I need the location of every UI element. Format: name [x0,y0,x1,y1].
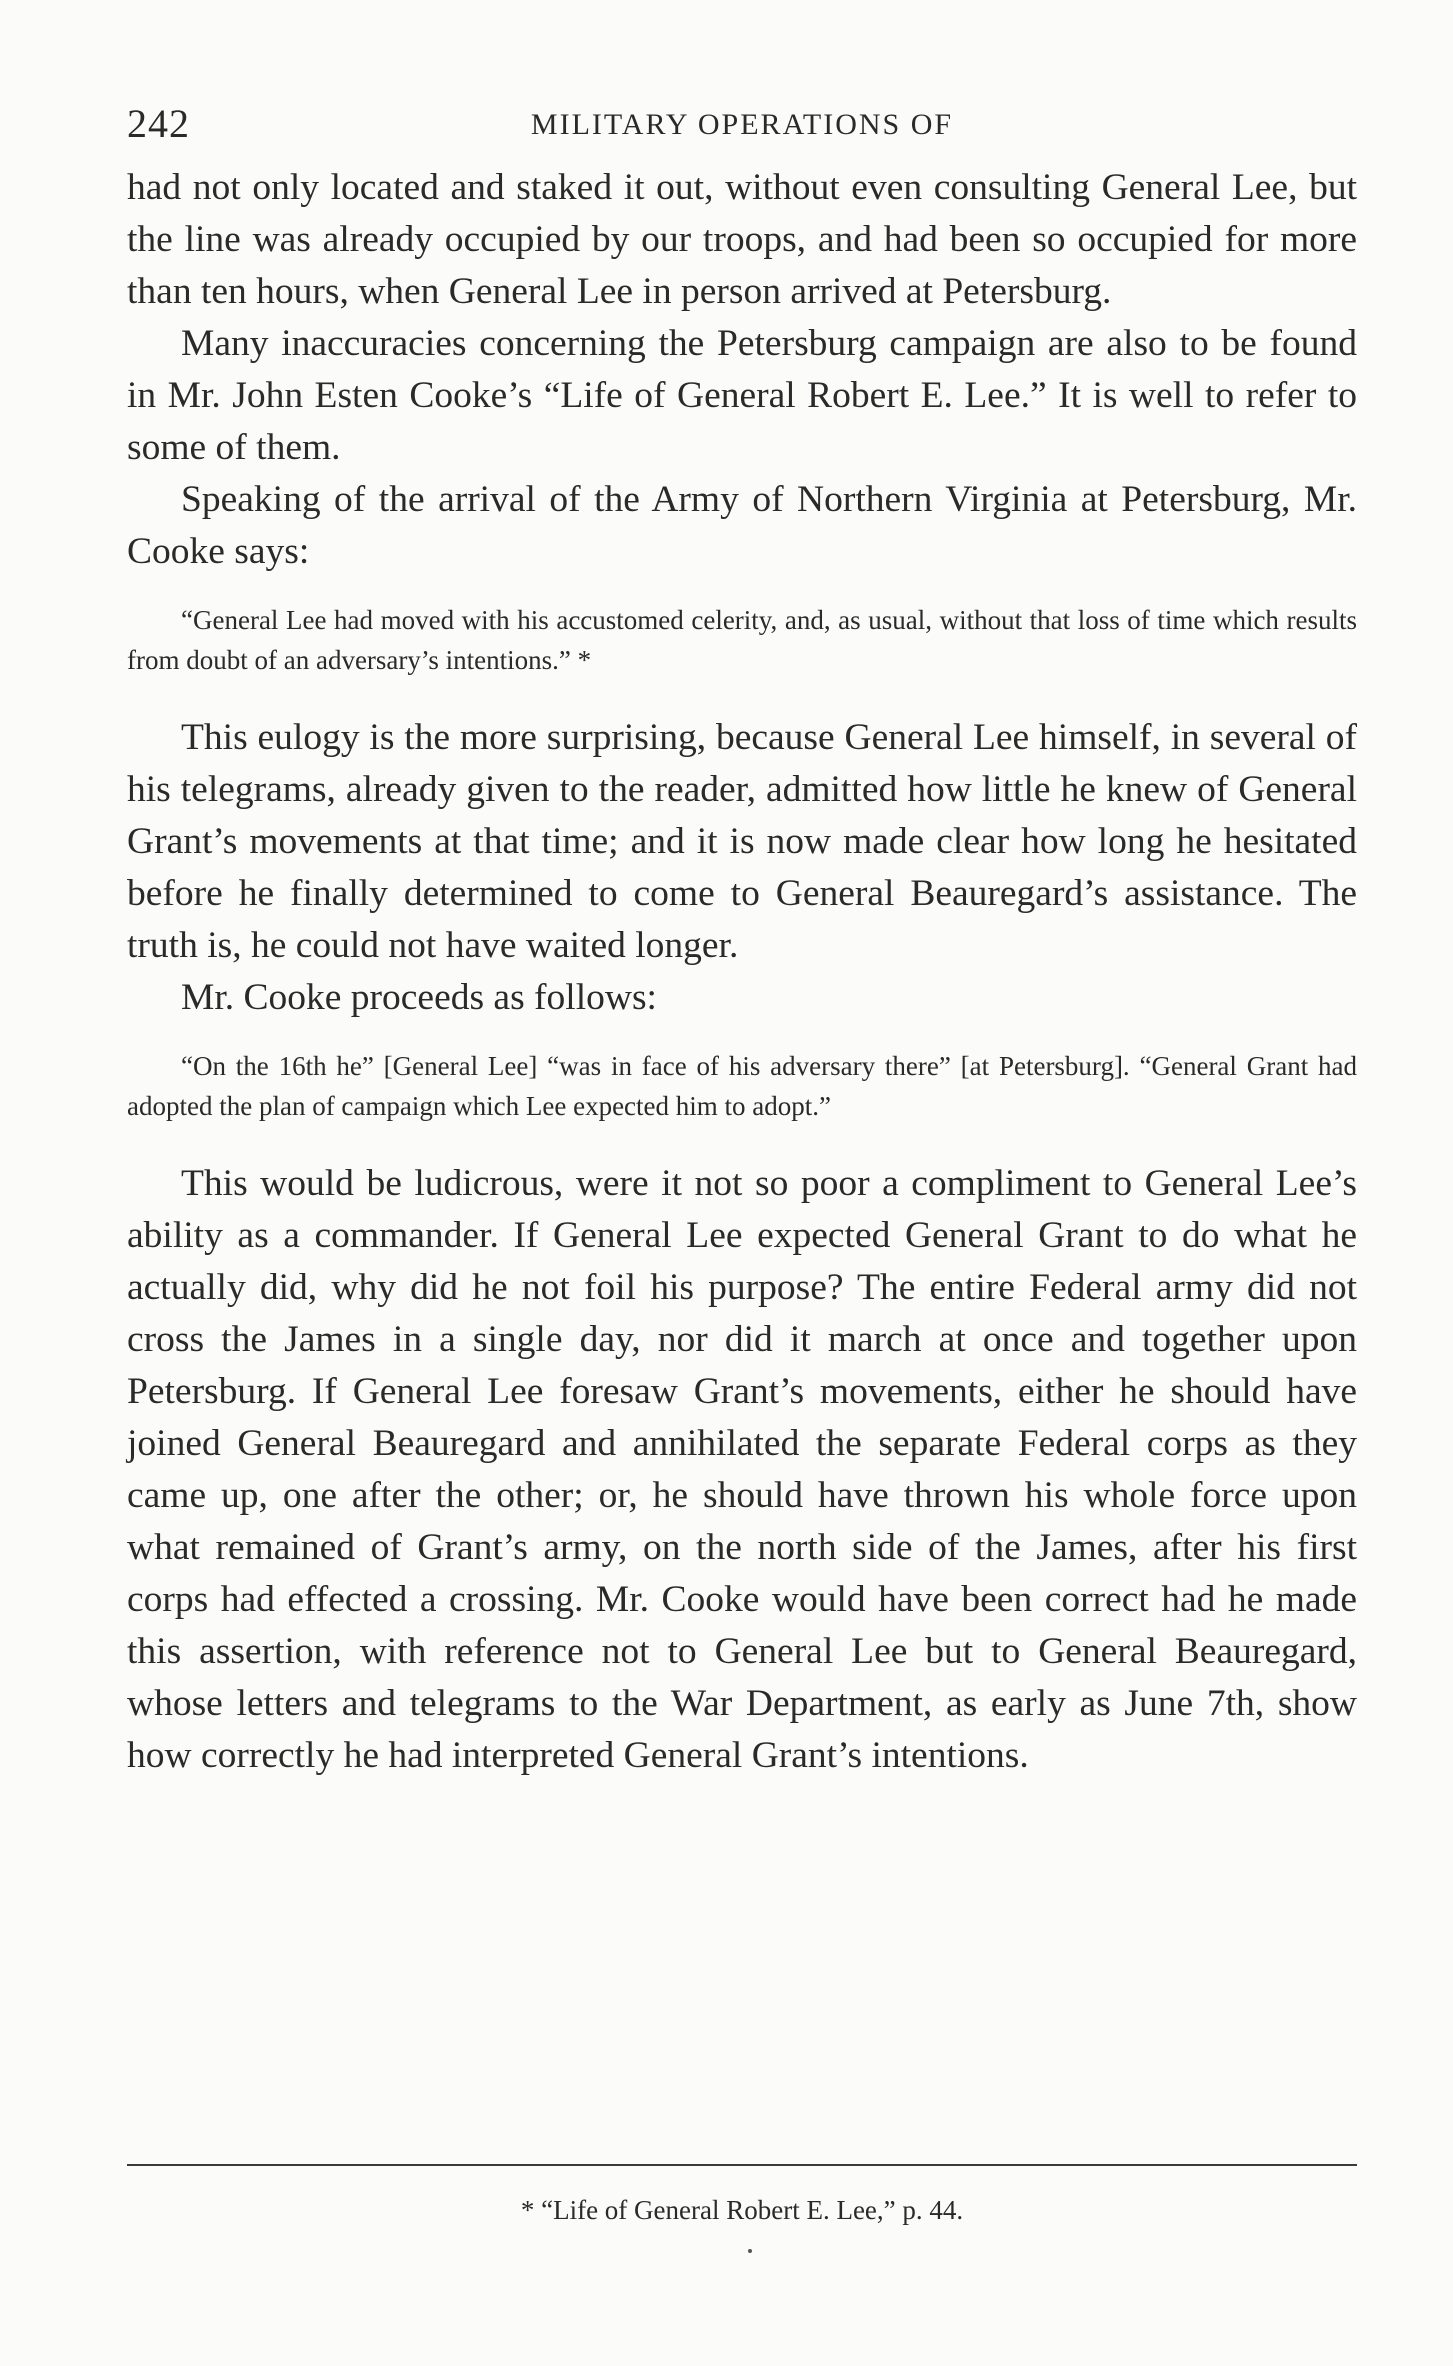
footnote: * “Life of General Robert E. Lee,” p. 44. [520,2195,964,2225]
block-quote-celerity: “General Lee had moved with his accustomed celerity, and, as usual, without that loss of time which results from doubt of an adversary’s intentions.” * [127,605,1357,675]
body-text [127,162,1357,1782]
block-quote-16th: “On the 16th he” [General Lee] “was in face of his adversary there” [at Petersburg]. “General Grant had adopted the plan of campaign which Lee expected him to adopt.” [127,1051,1357,1121]
paragraph-continuation: had not only located and staked it out, without even consulting General Lee, but the line was already occupied by our troops, and had been so occupied for more than ten hours, when General Lee in person arrived at Petersburg. [127,167,1357,312]
page-number: 242 [127,101,190,146]
paragraph-speaking-of-arrival: Speaking of the arrival of the Army of Northern Virginia at Petersburg, Mr. Cooke says: [127,479,1357,572]
paragraph-inaccuracies: Many inaccuracies concerning the Petersburg campaign are also to be found in Mr. John Esten Cooke’s “Life of General Robert E. Lee.” It is well to refer to some of them. [127,323,1357,468]
footnote-divider [127,2164,1357,2166]
paragraph-eulogy: This eulogy is the more surprising, because General Lee himself, in several of his telegrams, already given to the reader, admitted how little he knew of General Grant’s movements at that time; and it is now made clear how long he hesitated before he finally determined to come to General Beauregard’s assistance. The truth is, he could not have waited longer. [127,717,1357,966]
paragraph-ludicrous: This would be ludicrous, were it not so poor a compliment to General Lee’s ability as a commander. If General Lee expected General Grant to do what he actually did, why did he not foil his purpose? The entire Federal army did not cross the James in a single day, nor did it march at once and together upon Petersburg. If General Lee foresaw Grant’s movements, either he should have joined General Beauregard and annihilated the separate Federal corps as they came up, one after the other; or, he should have thrown his whole force upon what remained of Grant’s army, on the north side of the James, after his first corps had effected a crossing. Mr. Cooke would have been correct had he made this assertion, with reference not to General Lee but to General Beauregard, whose letters and telegrams to the War Department, as early as June 7th, show how correctly he had interpreted General Grant’s intentions. [127,1163,1357,1776]
running-head [127,100,1357,150]
print-speck [748,2249,752,2253]
paragraph-cooke-proceeds: Mr. Cooke proceeds as follows: [181,977,657,1018]
running-title: MILITARY OPERATIONS OF [530,108,954,141]
